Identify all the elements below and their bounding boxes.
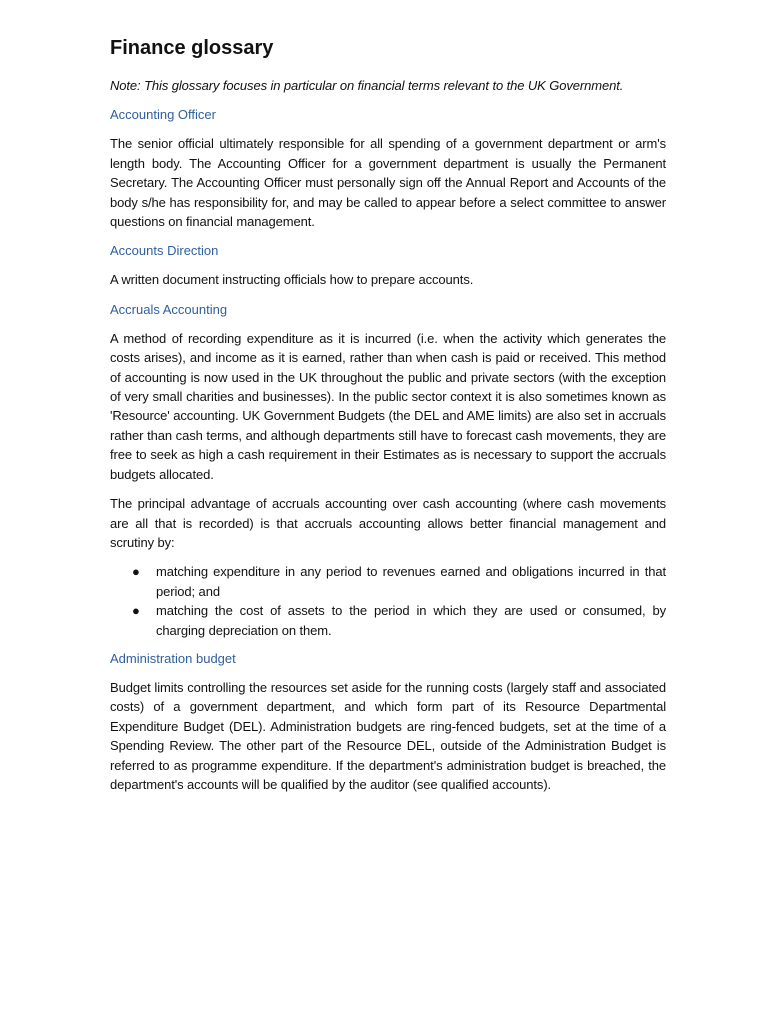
term-heading-administration-budget: Administration budget bbox=[110, 650, 236, 666]
bullet-icon: ● bbox=[132, 564, 140, 580]
term-heading-accounting-officer: Accounting Officer bbox=[110, 107, 216, 123]
term-definition: A written document instructing officials how to prepare accounts. bbox=[110, 272, 474, 288]
document-page bbox=[110, 34, 666, 804]
glossary-entry bbox=[110, 300, 666, 640]
term-definition: The principal advantage of accruals accounting over cash accounting (where cash movements are all that is recorded) is that accruals accounting allows better financial management and scrutiny by: bbox=[110, 496, 666, 550]
glossary-entry bbox=[110, 649, 666, 794]
term-definition: Budget limits controlling the resources set aside for the running costs (largely staff and associated costs) of a government department, and which form part of its Resource Departmental Expenditure Budget (DEL). Administration budgets are ring-fenced budgets, set at the time of a Spending Review. The other part of the Resource DEL, outside of the Administration Budget is referred to as programme expenditure. If the department's administration budget is breached, the department's accounts will be qualified by the auditor (see qualified accounts). bbox=[110, 679, 666, 792]
bullet-icon: ● bbox=[132, 603, 140, 619]
list-item bbox=[110, 562, 666, 601]
term-heading-accounts-direction: Accounts Direction bbox=[110, 243, 219, 259]
term-heading-accruals-accounting: Accruals Accounting bbox=[110, 301, 228, 317]
glossary-entry bbox=[110, 241, 666, 289]
bullet-list bbox=[110, 562, 666, 640]
list-item-text: matching the cost of assets to the period in which they are used or consumed, by charging depreciation on them. bbox=[156, 603, 666, 638]
page-title: Finance glossary bbox=[110, 37, 274, 59]
term-definition: The senior official ultimately responsible for all spending of a government department or arm's length body. The Accounting Officer for a government department is usually the Permanent Secretary. The Accounting Officer must personally sign off the Annual Report and Accounts of the body s/he has responsibility for, and may be called to appear before a select committee to answer questions on financial management. bbox=[110, 136, 666, 230]
list-item-text: matching expenditure in any period to revenues earned and obligations incurred in that period; and bbox=[156, 564, 666, 599]
list-item bbox=[110, 601, 666, 640]
term-definition: A method of recording expenditure as it is incurred (i.e. when the activity which generates the costs arises), and income as it is earned, rather than when cash is paid or received. This method of accounting is now used in the UK throughout the public and private sectors (with the exception of very small charities and businesses). In the public sector context it is also sometimes known as 'Resource' accounting. UK Government Budgets (the DEL and AME limits) are also set in accruals rather than cash terms, and although departments still have to forecast cash movements, they are free to seek as high a cash requirement in their Estimates as is necessary to support the accruals budgets allocated. bbox=[110, 330, 666, 482]
glossary-note: Note: This glossary focuses in particular on financial terms relevant to the UK Government. bbox=[110, 78, 624, 93]
glossary-entry bbox=[110, 105, 666, 231]
